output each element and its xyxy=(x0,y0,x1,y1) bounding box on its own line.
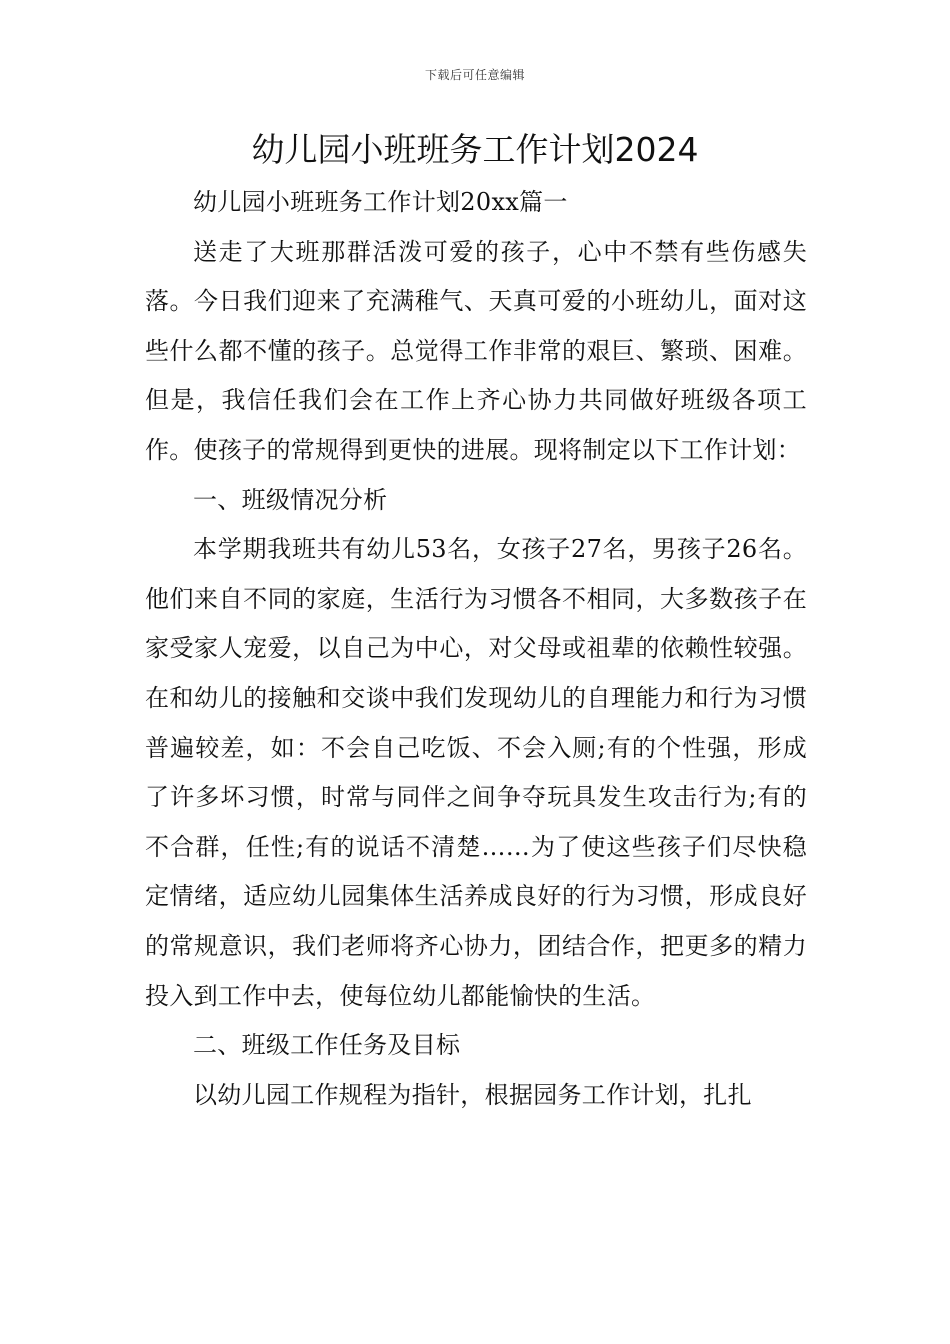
document-title: 幼儿园小班班务工作计划2024 xyxy=(251,130,699,169)
section-2-paragraph: 以幼儿园工作规程为指针，根据园务工作计划，扎扎 xyxy=(193,1080,752,1109)
header-note: 下载后可任意编辑 xyxy=(424,68,525,82)
section-2-heading: 二、班级工作任务及目标 xyxy=(193,1031,461,1060)
section-1-paragraph: 本学期我班共有幼儿53名，女孩子27名，男孩子26名。他们来自不同的家庭，生活行为习惯各不相同，大多数孩子在家受家人宠爱，以自己为中心，对父母或祖辈的依赖性较强。在和幼儿的接触和交谈中我们发现幼儿的自理能力和行为习惯普遍较差，如：不会自己吃饭、不会入厕;有的个性强，形成了许多坏习惯，时常与同伴之间争夺玩具发生攻击行为;有的不合群，任性;有的说话不清楚……为了使这些孩子们尽快稳定情绪，适应幼儿园集体生活养成良好的行为习惯，形成良好的常规意识，我们老师将齐心协力，团结合作，把更多的精力投入到工作中去，使每位幼儿都能愉快的生活。 xyxy=(145,535,807,1010)
document-subtitle: 幼儿园小班班务工作计划20xx篇一 xyxy=(193,188,568,216)
document-body xyxy=(145,178,807,1120)
intro-paragraph: 送走了大班那群活泼可爱的孩子，心中不禁有些伤感失落。今日我们迎来了充满稚气、天真可爱的小班幼儿，面对这些什么都不懂的孩子。总觉得工作非常的艰巨、繁琐、困难。但是，我信任我们会在工作上齐心协力共同做好班级各项工作。使孩子的常规得到更快的进展。现将制定以下工作计划： xyxy=(145,237,807,464)
section-1-heading: 一、班级情况分析 xyxy=(193,485,388,514)
